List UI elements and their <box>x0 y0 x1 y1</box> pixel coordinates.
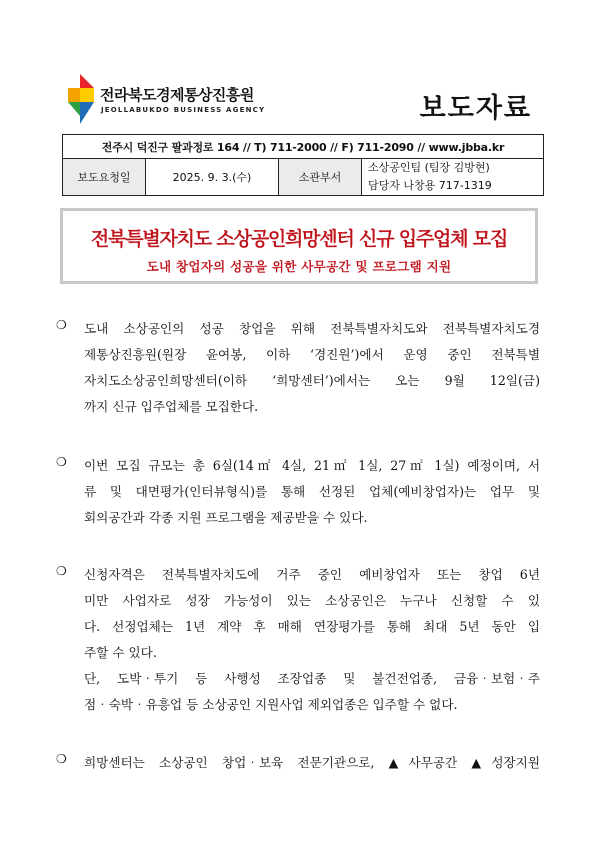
headline: 전북특별자치도 소상공인희망센터 신규 입주업체 모집 <box>90 228 508 250</box>
request-date-value: 2025. 9. 3.(수) <box>146 159 279 196</box>
department-label: 소관부서 <box>279 159 362 196</box>
paragraph-line: 류 및 대면평가(인터뷰형식)를 통해 선정된 업체(예비창업자)는 업무 및 <box>84 484 540 499</box>
date-department-row <box>63 159 544 196</box>
paragraph-line: 신청자격은 전북특별자치도에 거주 중인 예비창업자 또는 창업 6년 <box>84 567 540 582</box>
paragraph-line: 단, 도박‧투기 등 사행성 조장업종 및 불건전업종, 금융‧보험‧주 <box>84 671 540 686</box>
bullet-circle-icon: ❍ <box>56 752 67 766</box>
department-contact-person: 담당자 나창용 717-1319 <box>368 179 492 192</box>
document-header <box>62 72 542 128</box>
agency-logo-icon <box>66 72 96 126</box>
paragraph-line: 점‧숙박‧유흥업 등 소상공인 지원사업 제외업종은 입주할 수 없다. <box>84 697 458 712</box>
paragraph-line: 미만 사업자로 성장 가능성이 있는 소상공인은 누구나 신청할 수 있 <box>84 593 540 608</box>
paragraph-line: 제통상진흥원(원장 윤여봉, 이하 ‘경진원’)에서 운영 중인 전북특별 <box>84 347 540 362</box>
bullet-circle-icon: ❍ <box>56 455 67 469</box>
agency-name-english: JEOLLABUKDO BUSINESS AGENCY <box>101 106 266 114</box>
address-row <box>63 135 544 159</box>
address-contact-line: 전주시 덕진구 팔과정로 164 // T) 711-2000 // F) 711-2090 // www.jbba.kr <box>63 135 544 159</box>
paragraph-line: 도내 소상공인의 성공 창업을 위해 전북특별자치도와 전북특별자치도경 <box>84 321 540 336</box>
paragraph-line: 희망센터는 소상공인 창업‧보육 전문기관으로, ▲사무공간 ▲성장지원 <box>84 755 540 770</box>
paragraph-line: 다. 선정업체는 1년 계약 후 매해 연장평가를 통해 최대 5년 동안 입 <box>84 619 540 634</box>
headline-box <box>60 208 538 284</box>
department-team: 소상공인팀 (팀장 김방현) <box>368 161 490 174</box>
request-date-label: 보도요청일 <box>63 159 146 196</box>
subheadline: 도내 창업자의 성공을 위한 사무공간 및 프로그램 지원 <box>146 259 452 274</box>
contact-info-table <box>62 134 544 196</box>
paragraph-line: 까지 신규 입주업체를 모집한다. <box>84 399 259 414</box>
agency-name-korean: 전라북도경제통상진흥원 <box>100 86 254 104</box>
bullet-circle-icon: ❍ <box>56 564 67 578</box>
department-value <box>362 159 544 196</box>
paragraph-line: 회의공간과 각종 지원 프로그램을 제공받을 수 있다. <box>84 510 368 525</box>
paragraph-line: 이번 모집 규모는 총 6실(14㎡ 4실, 21㎡ 1실, 27㎡ 1실) 예정이며, 서 <box>84 458 540 473</box>
paragraph-line: 자치도소상공인희망센터(이하 ‘희망센터’)에서는 오는 9월 12일(금) <box>84 373 540 388</box>
bullet-circle-icon: ❍ <box>56 318 67 332</box>
press-release-title: 보도자료 <box>419 93 532 124</box>
paragraph-line: 주할 수 있다. <box>84 645 157 660</box>
